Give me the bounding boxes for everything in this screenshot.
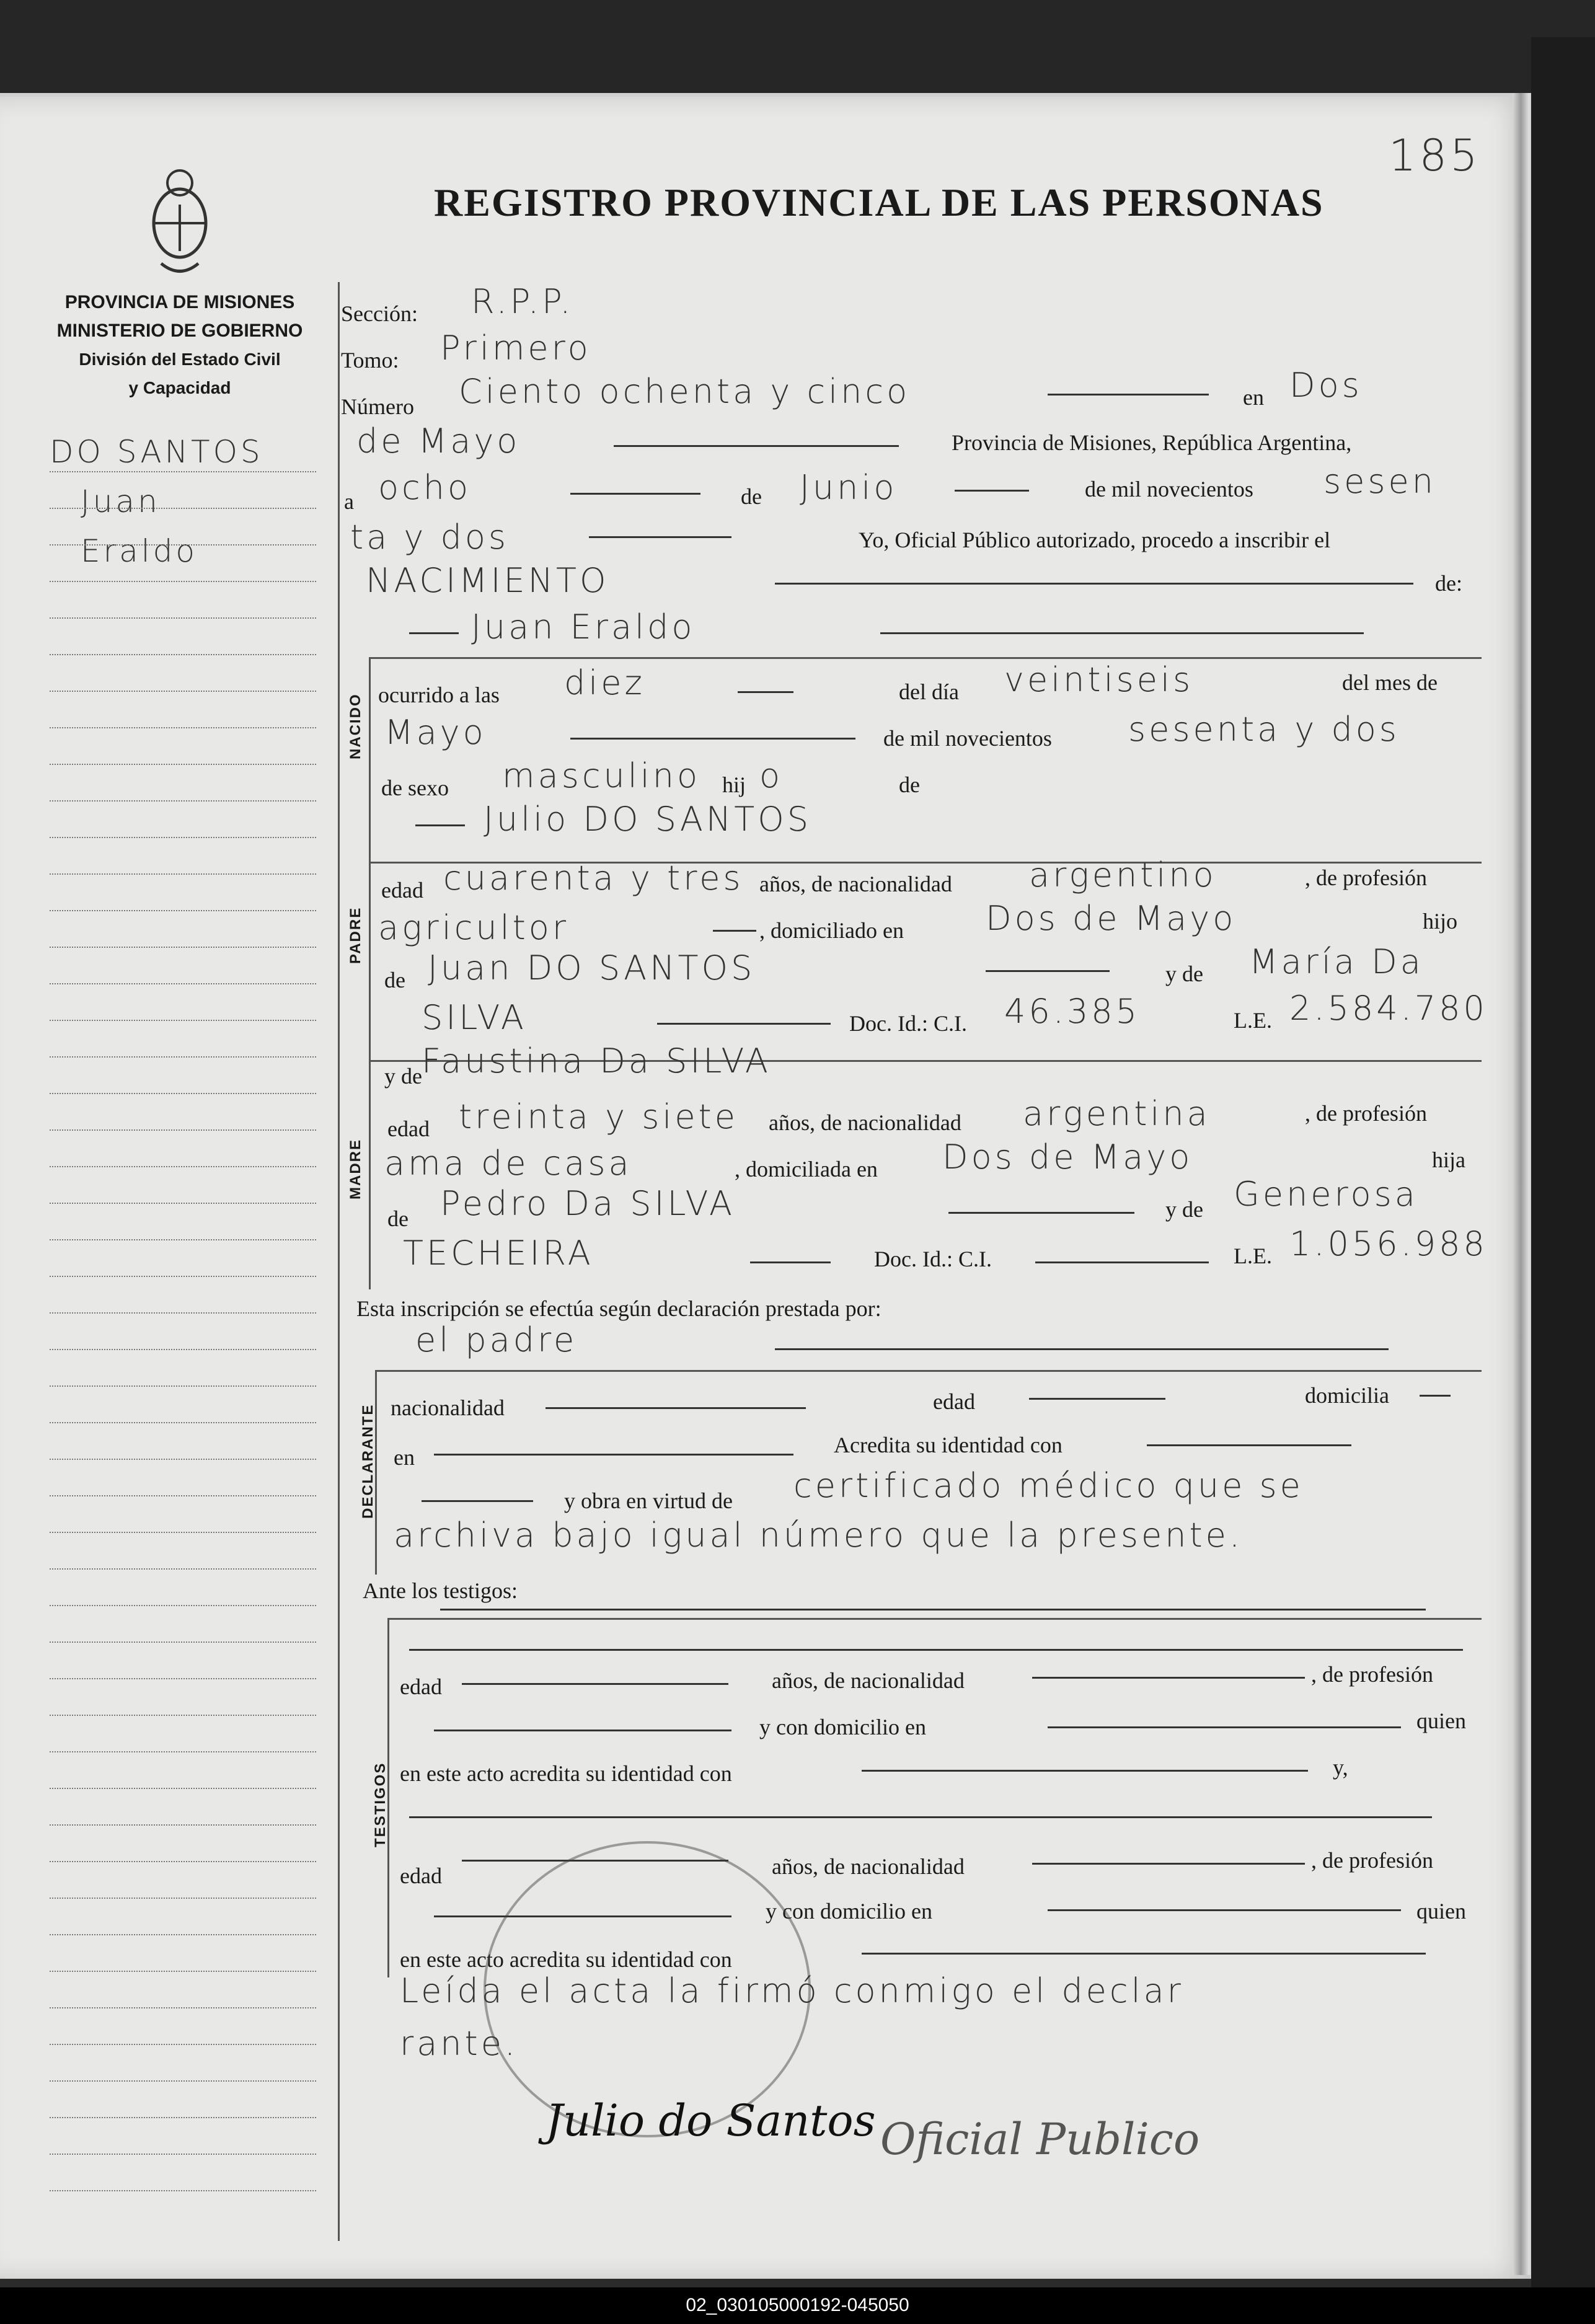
hijo-label: hijo (1423, 909, 1458, 934)
t1-acredita-dash (862, 1770, 1308, 1772)
decl-edad-label: edad (933, 1389, 975, 1414)
madre-nac-value: argentina (1023, 1094, 1211, 1133)
obra-value-2: archiva bajo igual número que la presente. (394, 1516, 1243, 1555)
en-value: Dos (1289, 366, 1363, 405)
footer-id: 02_030105000192-045050 (686, 2295, 909, 2315)
padre-nac-value: argentino (1029, 855, 1217, 895)
declarante-top-line (375, 1370, 1482, 1372)
madre-edad-label: edad (387, 1116, 430, 1141)
padre-nombre-dash (415, 824, 465, 826)
padre-edad-value: cuarenta y tres (443, 859, 744, 898)
acto-dash (775, 583, 1413, 585)
numero-label: Número (341, 394, 414, 419)
nacido-side-line (369, 657, 371, 868)
agency-division: División del Estado Civil (79, 350, 281, 369)
madre-le-value: 1.056.988 (1289, 1224, 1488, 1263)
padre-doc-label: Doc. Id.: C.I. (849, 1011, 967, 1036)
document-title: REGISTRO PROVINCIAL DE LAS PERSONAS (434, 180, 1324, 224)
abuela-p1-value: María Da (1249, 942, 1424, 981)
numero-value: Ciento ochenta y cinco (459, 372, 911, 411)
abuela-p2-value: SILVA (422, 998, 527, 1037)
padre-nombre-value: Julio DO SANTOS (484, 800, 811, 839)
nombre-dash-left (409, 632, 459, 634)
padre-ci-value: 46.385 (1004, 992, 1140, 1031)
testigo2-top-dash (409, 1816, 1432, 1818)
decl-en-dash (434, 1454, 793, 1456)
acredita-dash (1147, 1444, 1351, 1446)
dia-dash (570, 493, 700, 495)
del-dia-label: del día (899, 679, 959, 704)
leida-value-1: Leída el acta la firmó conmigo el declar (400, 1971, 1184, 2010)
t1-quien-label: quien (1416, 1708, 1466, 1733)
t1-nac-dash (1032, 1677, 1305, 1679)
t2-nac-dash (1032, 1863, 1305, 1865)
mil-nov-nac-label: de mil novecientos (883, 726, 1052, 751)
seccion-value: R.P.P. (471, 282, 574, 321)
sexo-value: masculino (502, 756, 701, 795)
t2-quien-label: quien (1416, 1899, 1466, 1924)
t1-edad-label: edad (400, 1674, 442, 1699)
agency-province: PROVINCIA DE MISIONES (64, 292, 295, 312)
abuelo-m-dash (948, 1212, 1134, 1214)
t1-y-label: y, (1333, 1755, 1348, 1780)
abuela-p2-dash (657, 1023, 831, 1025)
padre-side-line (369, 862, 371, 1060)
madre-le-label: L.E. (1234, 1244, 1272, 1268)
page-number: 185 (1389, 130, 1481, 181)
margin-given-2: Eraldo (81, 533, 198, 569)
nombre-value: Juan Eraldo (471, 608, 696, 647)
de-colon-label: de: (1435, 571, 1462, 596)
madre-y-de-label: y de (384, 1064, 422, 1089)
hij-label: hij (722, 772, 746, 797)
madre-anos-label: años, de nacionalidad (769, 1110, 961, 1135)
a-label: a (344, 489, 354, 514)
madre-dom-value: Dos de Mayo (942, 1138, 1193, 1177)
abuela-m2-value: TECHEIRA (403, 1234, 594, 1273)
tomo-label: Tomo: (341, 348, 399, 373)
acto-value: NACIMIENTO (366, 561, 609, 600)
dia-nac-value: veintiseis (1004, 660, 1194, 699)
abuela-m1-value: Generosa (1234, 1175, 1418, 1214)
margin-given-1: Juan (81, 484, 161, 519)
t2-profesion-label: , de profesión (1311, 1848, 1433, 1873)
declarante-label: DECLARANTE (360, 1403, 376, 1519)
madre-ci-dash (1035, 1261, 1209, 1263)
obra-dash (422, 1500, 533, 1502)
del-mes-label: del mes de (1342, 670, 1438, 695)
abuelo-p-value: Juan DO SANTOS (428, 948, 756, 987)
madre-de-label: de (387, 1206, 409, 1231)
t1-edad-dash (462, 1683, 728, 1685)
official-seal-stamp (484, 1841, 811, 2137)
nacido-label: NACIDO (347, 693, 364, 759)
book-binding (1531, 37, 1595, 2294)
anio-nac-value: sesenta y dos (1128, 710, 1400, 749)
t1-prof-dash (434, 1730, 731, 1731)
oficial-label: Yo, Oficial Público autorizado, procedo a inscribir el (859, 528, 1331, 552)
agency-capacity: y Capacidad (128, 378, 231, 397)
obra-label: y obra en virtud de (564, 1488, 733, 1513)
tomo-value: Primero (440, 329, 591, 368)
domiciliada-label: , domiciliada en (735, 1157, 878, 1182)
decl-domicilia-label: domicilia (1305, 1383, 1389, 1408)
abuela-m2-dash (750, 1261, 831, 1263)
madre-label: MADRE (347, 1139, 364, 1200)
provincia-label: Provincia de Misiones, República Argentina, (952, 430, 1352, 455)
t2-acredita-dash (862, 1953, 1426, 1955)
t2-domicilio-label: y con domicilio en (766, 1899, 932, 1924)
padre-le-label: L.E. (1234, 1008, 1272, 1033)
madre-prof-value: ama de casa (384, 1144, 632, 1183)
agency-ministry: MINISTERIO DE GOBIERNO (56, 320, 303, 341)
madre-side-line (369, 1060, 371, 1289)
mes-value: Junio (800, 468, 898, 507)
t2-acredita-label: en este acto acredita su identidad con (400, 1947, 732, 1972)
mes-dash (955, 490, 1029, 492)
padre-edad-label: edad (381, 878, 423, 903)
anio-dash (589, 536, 731, 538)
testigos-top-line (387, 1618, 1482, 1620)
dia-value: ocho (378, 468, 471, 507)
declarant-signature: Julio do Santos (546, 2095, 876, 2146)
decl-domicilia-dash (1420, 1395, 1451, 1397)
en-label: en (1243, 385, 1264, 410)
t2-anos-label: años, de nacionalidad (772, 1854, 965, 1879)
t2-dom-dash (1048, 1909, 1401, 1911)
madre-profesion-label: , de profesión (1305, 1101, 1427, 1126)
mil-nov-label: de mil novecientos (1085, 477, 1253, 501)
hij-de-label: de (899, 772, 920, 797)
abuelo-p-dash (986, 970, 1110, 972)
nacido-top-line (369, 657, 1482, 659)
decl-nacionalidad-dash (546, 1407, 806, 1409)
nombre-dash-right (880, 632, 1364, 634)
anio-value-1: sesen (1323, 462, 1436, 501)
t1-profesion-label: , de profesión (1311, 1662, 1433, 1687)
mes-nac-dash (570, 738, 855, 740)
inscripcion-label: Esta inscripción se efectúa según declaración prestada por: (356, 1296, 881, 1321)
padre-y-de-label: y de (1165, 961, 1203, 986)
official-signature: Oficial Publico (880, 2114, 1200, 2165)
margin-surname: DO SANTOS (50, 434, 263, 470)
sexo-label: de sexo (381, 775, 449, 800)
ante-testigos-label: Ante los testigos: (363, 1578, 518, 1603)
obra-value-1: certificado médico que se (793, 1466, 1304, 1505)
padre-de-label: de (384, 968, 405, 992)
hora-dash (738, 691, 793, 693)
padre-dom-value: Dos de Mayo (986, 899, 1237, 938)
hija-label: hija (1432, 1147, 1465, 1172)
leida-value-2: rante. (400, 2024, 519, 2063)
padre-prof-dash (713, 930, 756, 932)
madre-doc-label: Doc. Id.: C.I. (874, 1247, 992, 1271)
padre-anos-label: años, de nacionalidad (759, 872, 952, 896)
declarante-dash (775, 1348, 1389, 1350)
testigos-label: TESTIGOS (372, 1762, 389, 1847)
hora-value: diez (564, 663, 645, 702)
anio-value-2: ta y dos (350, 518, 509, 557)
acredita-label: Acredita su identidad con (834, 1433, 1063, 1457)
madre-edad-value: treinta y siete (459, 1097, 738, 1136)
padre-profesion-label: , de profesión (1305, 865, 1427, 890)
lugar-value: de Mayo (356, 422, 521, 461)
decl-nacionalidad-label: nacionalidad (391, 1395, 505, 1420)
padre-label: PADRE (347, 906, 364, 964)
de-label: de (741, 484, 762, 509)
t1-anos-label: años, de nacionalidad (772, 1668, 965, 1693)
mes-nac-value: Mayo (384, 713, 487, 752)
t1-dom-dash (1048, 1726, 1401, 1728)
seccion-label: Sección: (341, 301, 418, 326)
abuelo-m-value: Pedro Da SILVA (440, 1184, 735, 1223)
ante-testigos-dash (440, 1609, 1426, 1610)
ocurrido-label: ocurrido a las (378, 683, 500, 707)
madre-nombre-value: Faustina Da SILVA (422, 1041, 771, 1080)
domiciliado-label: , domiciliado en (759, 918, 904, 943)
madre-y-de-label-2: y de (1165, 1197, 1203, 1222)
t2-edad-label: edad (400, 1863, 442, 1888)
lugar-dash (614, 445, 899, 447)
declarante-value: el padre (415, 1320, 578, 1359)
decl-en-label: en (394, 1445, 415, 1470)
t1-acredita-label: en este acto acredita su identidad con (400, 1761, 732, 1786)
testigo1-top-dash (409, 1649, 1463, 1651)
decl-edad-dash (1029, 1398, 1165, 1400)
numero-dash (1048, 394, 1209, 395)
t1-domicilio-label: y con domicilio en (759, 1715, 926, 1739)
hij-suffix-value: o (759, 756, 784, 795)
padre-prof-value: agricultor (378, 908, 570, 947)
padre-le-value: 2.584.780 (1289, 989, 1488, 1028)
